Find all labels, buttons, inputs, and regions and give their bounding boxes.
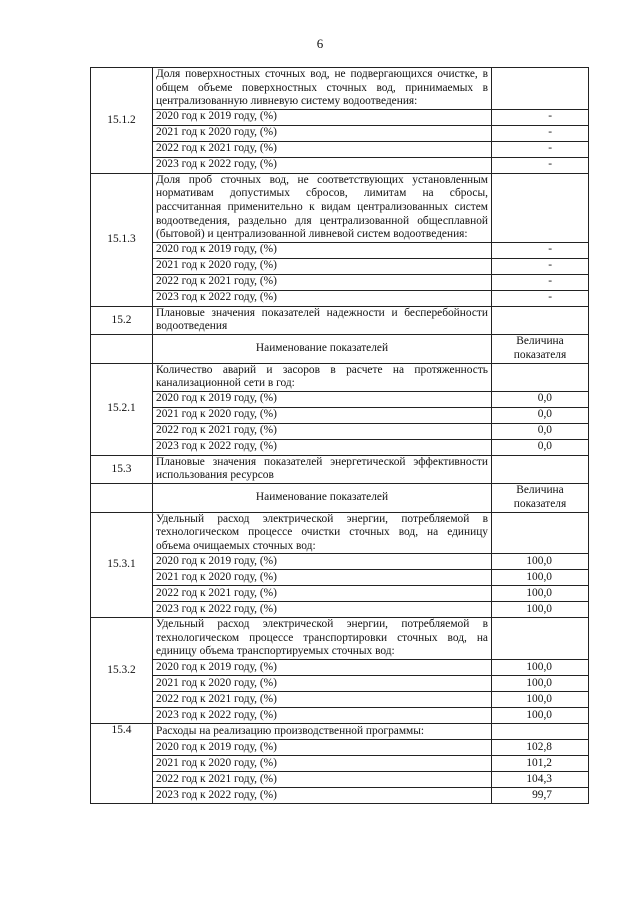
table-row <box>91 772 589 788</box>
indicator-description: Количество аварий и засоров в расчете на протяженность канализационной сети в год: <box>153 363 492 391</box>
value-cell: - <box>492 242 589 258</box>
value-cell: 99,7 <box>492 788 589 804</box>
value-cell <box>492 173 589 242</box>
indicator-description: Удельный расход электрической энергии, потребляемой в технологическом процессе транспортировки сточных вод, на единицу объема транспортируемых сточных вод: <box>153 618 492 660</box>
column-header-value: Величина показателя <box>492 334 589 363</box>
value-cell: 100,0 <box>492 602 589 618</box>
year-label: 2022 год к 2021 году, (%) <box>153 692 492 708</box>
year-label: 2021 год к 2020 году, (%) <box>153 676 492 692</box>
indicators-table <box>90 67 589 804</box>
table-row <box>91 724 589 740</box>
value-cell <box>492 455 589 483</box>
section-title: Плановые значения показателей энергетической эффективности использования ресурсов <box>153 455 492 483</box>
value-cell: 100,0 <box>492 676 589 692</box>
section-title: Плановые значения показателей надежности и бесперебойности водоотведения <box>153 306 492 334</box>
row-number: 15.1.3 <box>91 173 153 306</box>
year-label: 2022 год к 2021 году, (%) <box>153 423 492 439</box>
value-cell <box>492 724 589 740</box>
table-row <box>91 554 589 570</box>
table-row <box>91 660 589 676</box>
table-row <box>91 407 589 423</box>
year-label: 2020 год к 2019 году, (%) <box>153 660 492 676</box>
table-row <box>91 363 589 391</box>
value-cell <box>492 618 589 660</box>
year-label: 2020 год к 2019 году, (%) <box>153 740 492 756</box>
column-header-name: Наименование показателей <box>153 334 492 363</box>
column-header-name: Наименование показателей <box>153 483 492 512</box>
year-label: 2021 год к 2020 году, (%) <box>153 125 492 141</box>
row-number: 15.4 <box>91 724 153 804</box>
table-row <box>91 586 589 602</box>
year-label: 2023 год к 2022 году, (%) <box>153 290 492 306</box>
value-cell: 0,0 <box>492 391 589 407</box>
section-row <box>91 455 589 483</box>
year-label: 2023 год к 2022 году, (%) <box>153 439 492 455</box>
table-row <box>91 68 589 110</box>
table-row <box>91 391 589 407</box>
value-cell: 0,0 <box>492 407 589 423</box>
table-row <box>91 439 589 455</box>
value-cell: 102,8 <box>492 740 589 756</box>
section-row <box>91 306 589 334</box>
year-label: 2021 год к 2020 году, (%) <box>153 570 492 586</box>
table-row <box>91 676 589 692</box>
table-row <box>91 740 589 756</box>
row-number: 15.2 <box>91 306 153 334</box>
value-cell: - <box>492 290 589 306</box>
table-row <box>91 173 589 242</box>
year-label: 2023 год к 2022 году, (%) <box>153 788 492 804</box>
year-label: 2022 год к 2021 году, (%) <box>153 274 492 290</box>
table-row <box>91 708 589 724</box>
table-row <box>91 602 589 618</box>
value-cell: 100,0 <box>492 660 589 676</box>
year-label: 2023 год к 2022 году, (%) <box>153 157 492 173</box>
value-cell: 0,0 <box>492 439 589 455</box>
value-cell: 100,0 <box>492 586 589 602</box>
value-cell: 104,3 <box>492 772 589 788</box>
value-cell: 100,0 <box>492 570 589 586</box>
table-row <box>91 109 589 125</box>
year-label: 2023 год к 2022 году, (%) <box>153 602 492 618</box>
table-row <box>91 692 589 708</box>
table-row <box>91 157 589 173</box>
row-number: 15.3.2 <box>91 618 153 724</box>
indicator-description: Доля проб сточных вод, не соответствующих установленным нормативам допустимых сбросов, лимитам на сбросы, рассчитанная применительно к видам централизованных систем водоотведения, раздельно для централизованной общесплавной (бытовой) и централизованной ливневой систем водоотведения: <box>153 173 492 242</box>
indicator-description: Доля поверхностных сточных вод, не подвергающихся очистке, в общем объеме поверхностных сточных вод, принимаемых в централизованную ливневую систему водоотведения: <box>153 68 492 110</box>
year-label: 2020 год к 2019 году, (%) <box>153 242 492 258</box>
indicator-description: Расходы на реализацию производственной программы: <box>153 724 492 740</box>
table-row <box>91 423 589 439</box>
table-row <box>91 258 589 274</box>
year-label: 2023 год к 2022 году, (%) <box>153 708 492 724</box>
table-row <box>91 125 589 141</box>
header-row <box>91 483 589 512</box>
value-cell: - <box>492 157 589 173</box>
year-label: 2022 год к 2021 году, (%) <box>153 141 492 157</box>
year-label: 2022 год к 2021 году, (%) <box>153 772 492 788</box>
value-cell <box>492 363 589 391</box>
page-number: 6 <box>316 36 324 51</box>
row-number: 15.1.2 <box>91 68 153 174</box>
value-cell: 100,0 <box>492 692 589 708</box>
table-row <box>91 618 589 660</box>
empty-cell <box>91 334 153 363</box>
value-cell <box>492 512 589 554</box>
table-row <box>91 242 589 258</box>
table-row <box>91 141 589 157</box>
table-row <box>91 512 589 554</box>
value-cell: - <box>492 141 589 157</box>
year-label: 2022 год к 2021 году, (%) <box>153 586 492 602</box>
column-header-value: Величина показателя <box>492 483 589 512</box>
year-label: 2021 год к 2020 году, (%) <box>153 258 492 274</box>
value-cell: 100,0 <box>492 554 589 570</box>
table-row <box>91 274 589 290</box>
table-row <box>91 290 589 306</box>
row-number: 15.3.1 <box>91 512 153 618</box>
value-cell: - <box>492 258 589 274</box>
year-label: 2021 год к 2020 году, (%) <box>153 756 492 772</box>
table-row <box>91 756 589 772</box>
value-cell: 101,2 <box>492 756 589 772</box>
value-cell: - <box>492 125 589 141</box>
value-cell: - <box>492 274 589 290</box>
table-row <box>91 788 589 804</box>
header-row <box>91 334 589 363</box>
indicator-description: Удельный расход электрической энергии, потребляемой в технологическом процессе очистки сточных вод, на единицу объема очищаемых сточных вод: <box>153 512 492 554</box>
empty-cell <box>91 483 153 512</box>
year-label: 2020 год к 2019 году, (%) <box>153 554 492 570</box>
row-number: 15.3 <box>91 455 153 483</box>
value-cell: 100,0 <box>492 708 589 724</box>
value-cell: - <box>492 109 589 125</box>
row-number: 15.2.1 <box>91 363 153 455</box>
table-row <box>91 570 589 586</box>
value-cell <box>492 306 589 334</box>
year-label: 2021 год к 2020 году, (%) <box>153 407 492 423</box>
year-label: 2020 год к 2019 году, (%) <box>153 391 492 407</box>
value-cell: 0,0 <box>492 423 589 439</box>
value-cell <box>492 68 589 110</box>
year-label: 2020 год к 2019 году, (%) <box>153 109 492 125</box>
